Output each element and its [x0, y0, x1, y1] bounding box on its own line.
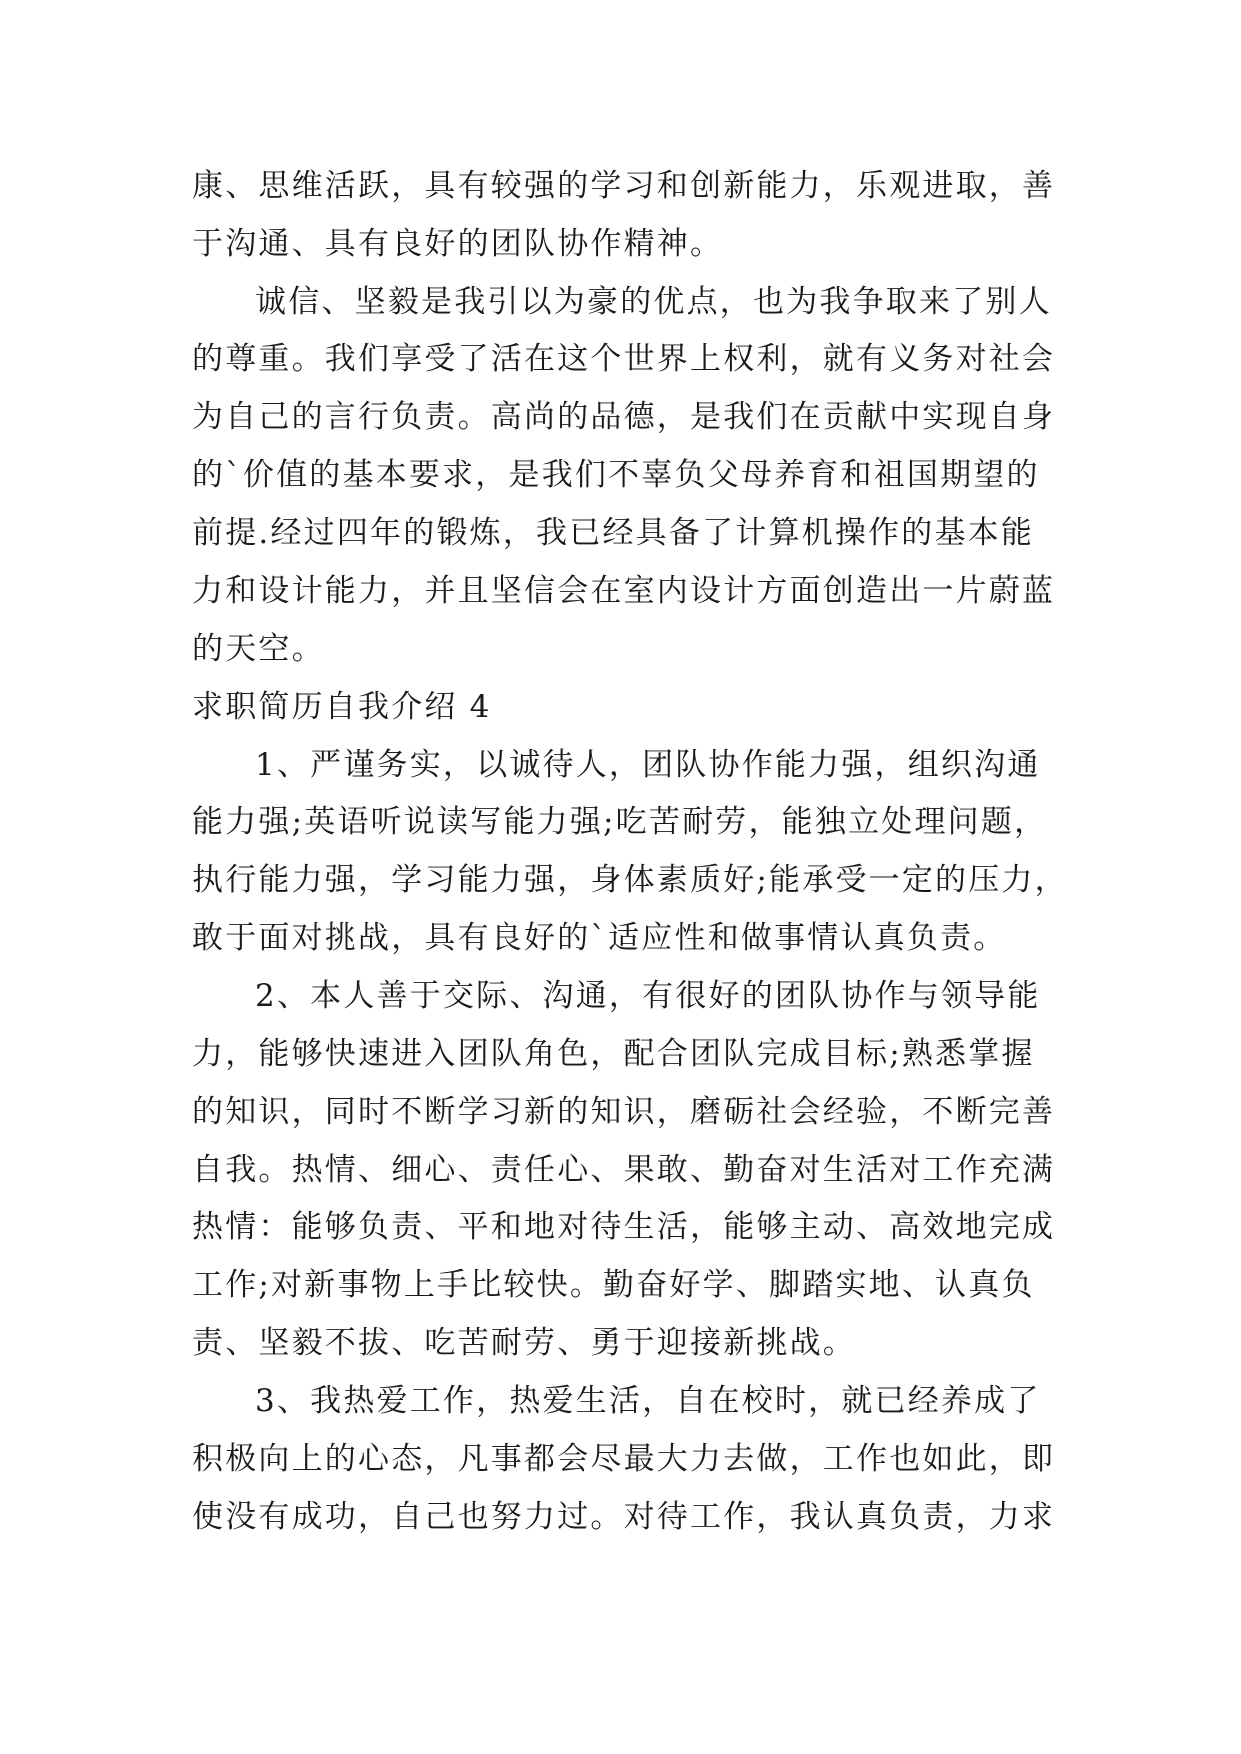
text-line: 康、思维活跃，具有较强的学习和创新能力，乐观进取，善	[192, 168, 1056, 204]
text-line: 热情：能够负责、平和地对待生活，能够主动、高效地完成	[192, 1209, 1056, 1245]
text-line: 工作;对新事物上手比较快。勤奋好学、脚踏实地、认真负	[192, 1267, 1035, 1303]
paragraph-start: 1、严谨务实，以诚待人，团队协作能力强，组织沟通	[255, 747, 1041, 783]
text-line: 为自己的言行负责。高尚的品德，是我们在贡献中实现自身	[192, 399, 1056, 435]
text-line: 的尊重。我们享受了活在这个世界上权利，就有义务对社会	[192, 341, 1056, 377]
text-line: 的天空。	[192, 631, 325, 667]
text-line: 的知识，同时不断学习新的知识，磨砺社会经验，不断完善	[192, 1094, 1056, 1130]
text-line: 责、坚毅不拔、吃苦耐劳、勇于迎接新挑战。	[192, 1325, 856, 1361]
text-line: 敢于面对挑战，具有良好的`适应性和做事情认真负责。	[192, 920, 1007, 956]
section-heading: 求职简历自我介绍 4	[192, 689, 492, 725]
text-line: 力和设计能力，并且坚信会在室内设计方面创造出一片蔚蓝	[192, 573, 1056, 609]
paragraph-start: 2、本人善于交际、沟通，有很好的团队协作与领导能	[255, 978, 1041, 1014]
paragraph-start: 诚信、坚毅是我引以为豪的优点，也为我争取来了别人	[255, 284, 1052, 320]
text-line: 执行能力强，学习能力强，身体素质好;能承受一定的压力，	[192, 862, 1068, 898]
text-line: 于沟通、具有良好的团队协作精神。	[192, 226, 724, 262]
text-line: 前提.经过四年的锻炼，我已经具备了计算机操作的基本能	[192, 515, 1035, 551]
text-line: 力，能够快速进入团队角色，配合团队完成目标;熟悉掌握	[192, 1036, 1035, 1072]
paragraph-start: 3、我热爱工作，热爱生活，自在校时，就已经养成了	[255, 1383, 1041, 1419]
text-line: 的`价值的基本要求，是我们不辜负父母养育和祖国期望的	[192, 457, 1040, 493]
text-line: 使没有成功，自己也努力过。对待工作，我认真负责，力求	[192, 1499, 1056, 1535]
text-line: 积极向上的心态，凡事都会尽最大力去做，工作也如此，即	[192, 1441, 1056, 1477]
text-line: 自我。热情、细心、责任心、果敢、勤奋对生活对工作充满	[192, 1152, 1056, 1188]
text-line: 能力强;英语听说读写能力强;吃苦耐劳，能独立处理问题，	[192, 804, 1048, 840]
